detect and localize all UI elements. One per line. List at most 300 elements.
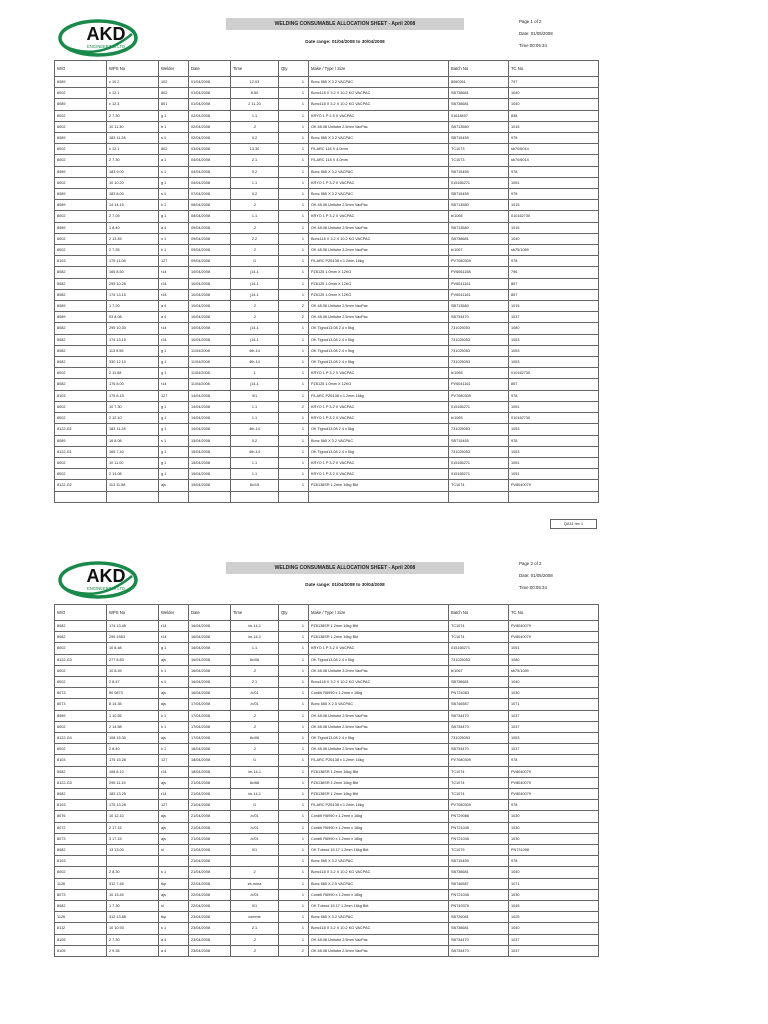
cell-welder: g 1: [159, 457, 189, 468]
cell-wps: 295 11.15: [107, 777, 159, 788]
cell-date: 21/04/2008: [189, 822, 231, 833]
cell-batch: 015165271: [449, 401, 509, 412]
cell-batch: TC1074: [449, 789, 509, 800]
cell-make: PZ6138SR 1.2mm 16kg Bkt: [309, 789, 449, 800]
cell-batch: 015165271: [449, 457, 509, 468]
logo-brand: AKD: [86, 24, 126, 44]
cell-time: .2: [231, 301, 279, 312]
cell-wps: 10 7.30: [107, 401, 159, 412]
cell-wps: 2 13.45: [107, 233, 159, 244]
table-row: [55, 721, 599, 732]
date-range: Date range: 01/04/2008 to 30/04/2008: [305, 39, 385, 44]
cell-make: CorditI R6990 x 1.2mm x 16kg: [309, 688, 449, 699]
cell-make: PZ6138SR 1.2mm 16kg Bkt: [309, 632, 449, 643]
cell-time: j14-1: [231, 267, 279, 278]
cell-qty: 1: [279, 621, 309, 632]
cell-tc: 1080: [509, 654, 599, 665]
cell-wps: 10 11.30: [107, 121, 159, 132]
cell-wps: 13 13.00: [107, 845, 159, 856]
cell-tc: 1037: [509, 721, 599, 732]
cell-date: 10/04/2008: [189, 334, 231, 345]
cell-wo: 8002: [55, 211, 107, 222]
cell-batch: TC1074: [449, 480, 509, 491]
cell-qty: 1: [279, 766, 309, 777]
cell-welder: g 1: [159, 424, 189, 435]
cell-wo: 8002: [55, 88, 107, 99]
cell-wo: 8002: [55, 368, 107, 379]
cell-wo: 8082: [55, 289, 107, 300]
cell-welder: r14: [159, 289, 189, 300]
cell-qty: 1: [279, 480, 309, 491]
table-row: [55, 435, 599, 446]
cell-time: 2.1: [231, 155, 279, 166]
cell-time: 1.1: [231, 413, 279, 424]
cell-time: /c/01: [231, 822, 279, 833]
cell-tc: PV8040079: [509, 480, 599, 491]
cell-qty: 1: [279, 233, 309, 244]
cell-wo: 8072: [55, 822, 107, 833]
cell-time: /c/01: [231, 811, 279, 822]
cell-date: 11/04/2008: [189, 379, 231, 390]
cell-batch: SB734470: [449, 945, 509, 956]
cell-batch: PV6041161: [449, 379, 509, 390]
cell-batch: SB734470: [449, 934, 509, 945]
logo-brand: AKD: [86, 566, 126, 586]
cell-tc: sb75/1089: [509, 245, 599, 256]
sheet-meta: [519, 558, 553, 594]
cell-wo: 8002: [55, 867, 107, 878]
cell-batch: SB726081: [449, 912, 509, 923]
column-header: W/O: [55, 61, 107, 77]
cell-wps: [107, 856, 159, 867]
cell-wo: 8089: [55, 77, 107, 88]
cell-wo: [55, 491, 107, 502]
cell-time: /1: [231, 256, 279, 267]
cell-tc: 1053: [509, 424, 599, 435]
cell-wps: 2 8.47: [107, 677, 159, 688]
cell-tc: PV8040079: [509, 621, 599, 632]
cell-wps: 2 17.15: [107, 822, 159, 833]
cell-batch: b/1067: [449, 665, 509, 676]
cell-batch: PN721045: [449, 822, 509, 833]
table-row: [55, 710, 599, 721]
cell-date: 10/04/2008: [189, 323, 231, 334]
cell-date: 18/04/2008: [189, 755, 231, 766]
cell-date: 17/04/2008: [189, 699, 231, 710]
cell-batch: b/1065: [449, 368, 509, 379]
cell-qty: 1: [279, 878, 309, 889]
cell-wps: 175 8.15: [107, 390, 159, 401]
cell-tc: 978: [509, 133, 599, 144]
cell-batch: TC1074: [449, 621, 509, 632]
cell-date: 17/04/2008: [189, 733, 231, 744]
cell-batch: SB738681: [449, 233, 509, 244]
cell-make: Bonc 665 X 2.5 VACPAC: [309, 699, 449, 710]
cell-wo: 8002: [55, 177, 107, 188]
table-row: [55, 800, 599, 811]
cell-welder: a 4: [159, 934, 189, 945]
cell-wps: 10 11.00: [107, 457, 159, 468]
cell-date: 15/04/2008: [189, 446, 231, 457]
table-row: [55, 110, 599, 121]
cell-make: Bonc118 X 3.2 X 10.2 KG VACPAC: [309, 99, 449, 110]
cell-wps: 295 10.28: [107, 278, 159, 289]
cell-tc: 1025: [509, 912, 599, 923]
print-date: Date: 01/05/2008: [519, 573, 553, 578]
cell-date: 08/04/2008: [189, 211, 231, 222]
cell-date: 16/04/2008: [189, 632, 231, 643]
cell-welder: a 1: [159, 155, 189, 166]
cell-qty: 1: [279, 267, 309, 278]
cell-time: 4th-14: [231, 424, 279, 435]
cell-time: 2.1: [231, 923, 279, 934]
cell-batch: SB713580: [449, 200, 509, 211]
cell-tc: 1051: [509, 469, 599, 480]
cell-wps: 277 8.83: [107, 654, 159, 665]
cell-time: 1: [231, 368, 279, 379]
cell-tc: 1015: [509, 301, 599, 312]
cell-welder: sl: [159, 901, 189, 912]
cell-wo: 8073: [55, 889, 107, 900]
cell-welder: ajs: [159, 733, 189, 744]
cell-wo: 8089: [55, 99, 107, 110]
cell-batch: TC1074: [449, 632, 509, 643]
cell-make: OK Tigrod13.08 2.4 x 5kg: [309, 357, 449, 368]
cell-wps: [107, 491, 159, 502]
cell-time: 2: [231, 867, 279, 878]
cell-make: CorditI R6990 x 1.2mm x 16kg: [309, 889, 449, 900]
cell-date: 10/04/2008: [189, 289, 231, 300]
cell-tc: 010162730: [509, 211, 599, 222]
cell-time: /c/01: [231, 699, 279, 710]
cell-wo: 8073: [55, 833, 107, 844]
cell-time: 8c/68: [231, 777, 279, 788]
cell-wps: 2 11.08: [107, 368, 159, 379]
table-row: [55, 833, 599, 844]
cell-date: 02/04/2008: [189, 133, 231, 144]
cell-wo: 8103: [55, 390, 107, 401]
cell-wps: 113 9.55: [107, 345, 159, 356]
cell-qty: 1: [279, 435, 309, 446]
table-row: [55, 766, 599, 777]
cell-wps: 183 11.28: [107, 133, 159, 144]
cell-wps: 295 10.30: [107, 323, 159, 334]
cell-time: /m.14-1: [231, 621, 279, 632]
cell-wo: 8089: [55, 189, 107, 200]
table-row: [55, 654, 599, 665]
cell-wo: 8122-G3: [55, 654, 107, 665]
cell-date: 23/04/2008: [189, 912, 231, 923]
cell-tc: 857: [509, 289, 599, 300]
cell-batch: TC1073: [449, 144, 509, 155]
cell-qty: 1: [279, 446, 309, 457]
cell-date: 16/04/2008: [189, 688, 231, 699]
column-header: Batch No: [449, 605, 509, 621]
cell-wps: 10 8.48: [107, 643, 159, 654]
cell-batch: SB738681: [449, 923, 509, 934]
cell-welder: [159, 856, 189, 867]
cell-make: PZ6125 1.0mm X 12KG: [309, 289, 449, 300]
cell-date: 18/04/2008: [189, 766, 231, 777]
cell-make: OK 48.08 Unitube 2.5mm VacPac: [309, 222, 449, 233]
table-row: [55, 856, 599, 867]
cell-qty: 1: [279, 289, 309, 300]
cell-time: .2: [231, 710, 279, 721]
cell-wps: 174 13.15: [107, 334, 159, 345]
cell-welder: r14: [159, 789, 189, 800]
cell-batch: SB746587: [449, 699, 509, 710]
cell-time: /t/1: [231, 390, 279, 401]
cell-tc: 1015: [509, 222, 599, 233]
cell-make: OK 48.08 Unitube 2.5mm VacPac: [309, 710, 449, 721]
cell-tc: 857: [509, 278, 599, 289]
cell-tc: 1051: [509, 643, 599, 654]
cell-batch: PN729086: [449, 811, 509, 822]
cell-date: 14/04/2008: [189, 401, 231, 412]
cell-tc: 1040: [509, 867, 599, 878]
cell-wps: 174 13.45: [107, 621, 159, 632]
cell-date: 22/04/2008: [189, 901, 231, 912]
cell-batch: b/1065: [449, 211, 509, 222]
table-row: [55, 912, 599, 923]
cell-wps: 175 13.28: [107, 800, 159, 811]
cell-date: 16/04/2008: [189, 643, 231, 654]
cell-batch: 731025053: [449, 345, 509, 356]
table-row: [55, 368, 599, 379]
cell-welder: g 1: [159, 345, 189, 356]
cell-time: .2: [231, 245, 279, 256]
cell-wps: 90 0873: [107, 688, 159, 699]
cell-qty: 1: [279, 345, 309, 356]
cell-make: KRYO 1 P 3.2 X VACPAC: [309, 177, 449, 188]
table-row: [55, 744, 599, 755]
cell-wps: 183 13.25: [107, 789, 159, 800]
cell-time: /1: [231, 800, 279, 811]
cell-wps: c 12.1: [107, 88, 159, 99]
cell-wo: 8002: [55, 744, 107, 755]
cell-date: 02/04/2008: [189, 121, 231, 132]
cell-date: 10/04/2008: [189, 301, 231, 312]
cell-make: FILARC 118 X 4.0mm: [309, 155, 449, 166]
cell-wps: 10 13.45: [107, 889, 159, 900]
table-row: [55, 934, 599, 945]
cell-time: 1.1: [231, 469, 279, 480]
cell-batch: PV6041161: [449, 289, 509, 300]
cell-tc: 1037: [509, 710, 599, 721]
cell-make: PZ6125 1.0mm X 12KG: [309, 379, 449, 390]
column-header: Batch No: [449, 61, 509, 77]
cell-welder: g 1: [159, 110, 189, 121]
cell-time: .2: [231, 744, 279, 755]
page-number: Page 2 of 2: [519, 561, 542, 566]
cell-wps: 2 8.30: [107, 867, 159, 878]
cell-welder: g 1: [159, 357, 189, 368]
column-header: Make / Type / Size: [309, 605, 449, 621]
cell-wps: 165 7.40: [107, 446, 159, 457]
cell-wo: 8082: [55, 345, 107, 356]
cell-tc: 978: [509, 166, 599, 177]
cell-date: 09/04/2008: [189, 233, 231, 244]
cell-wo: 8082: [55, 845, 107, 856]
table-row: [55, 777, 599, 788]
table-row: [55, 789, 599, 800]
cell-date: 11/04/2008: [189, 368, 231, 379]
cell-wps: 93 8.08: [107, 312, 159, 323]
cell-welder: ajs: [159, 777, 189, 788]
cell-date: 21/04/2008: [189, 811, 231, 822]
table-row: [55, 99, 599, 110]
cell-make: Bonc 565 X 3.2 VACPAC: [309, 435, 449, 446]
cell-date: 10/04/2008: [189, 278, 231, 289]
cell-welder: a 4: [159, 312, 189, 323]
cell-time: 8c/06: [231, 654, 279, 665]
table-row: [55, 811, 599, 822]
cell-welder: ajs: [159, 889, 189, 900]
cell-wo: 8082: [55, 334, 107, 345]
cell-welder: ajs: [159, 833, 189, 844]
cell-batch: b/1065: [449, 413, 509, 424]
cell-time: 13.30: [231, 144, 279, 155]
cell-qty: 1: [279, 88, 309, 99]
cell-qty: 1: [279, 777, 309, 788]
cell-date: 23/04/2008: [189, 923, 231, 934]
cell-tc: 1045: [509, 901, 599, 912]
table-row: [55, 923, 599, 934]
table-header-row: [55, 605, 599, 621]
cell-time: j14-1: [231, 379, 279, 390]
cell-wps: 2 7.30: [107, 155, 159, 166]
cell-make: OK 48.08 Unitube 3.2mm VacPac: [309, 665, 449, 676]
cell-qty: 1: [279, 77, 309, 88]
cell-date: 01/04/2008: [189, 77, 231, 88]
cell-wps: c 12.3: [107, 99, 159, 110]
column-header: TC No.: [509, 61, 599, 77]
cell-wo: 8082: [55, 323, 107, 334]
cell-tc: 857: [509, 379, 599, 390]
cell-wo: 8089: [55, 710, 107, 721]
cell-make: PZ6125 1.0mm X 12KG: [309, 278, 449, 289]
cell-welder: g 1: [159, 177, 189, 188]
cell-batch: SB738681: [449, 867, 509, 878]
cell-batch: b/1067: [449, 245, 509, 256]
cell-welder: s 1: [159, 233, 189, 244]
cell-welder: r14: [159, 323, 189, 334]
cell-make: KRYO 1 P 3.2 X VACPAC: [309, 368, 449, 379]
cell-wps: 1 7.20: [107, 301, 159, 312]
table-row: [55, 88, 599, 99]
cell-wo: 8002: [55, 110, 107, 121]
cell-batch: 01618497: [449, 110, 509, 121]
cell-date: 16/04/2008: [189, 665, 231, 676]
cell-time: j14-1: [231, 334, 279, 345]
cell-time: /1: [231, 755, 279, 766]
table-row: [55, 621, 599, 632]
cell-tc: 1051: [509, 401, 599, 412]
date-range: Date range: 01/04/2008 to 30/04/2008: [305, 582, 385, 587]
table-row: [55, 301, 599, 312]
cell-wo: 1126: [55, 878, 107, 889]
cell-batch: PV7080309: [449, 800, 509, 811]
table-row: [55, 289, 599, 300]
column-header: TC No.: [509, 605, 599, 621]
cell-batch: SB734470: [449, 744, 509, 755]
cell-tc: 1071: [509, 878, 599, 889]
cell-make: PZ6138SR 1.2mm 16kg Bkt: [309, 480, 449, 491]
cell-qty: [279, 491, 309, 502]
cell-wo: 8082: [55, 632, 107, 643]
table-row: [55, 121, 599, 132]
cell-date: 21/04/2008: [189, 789, 231, 800]
cell-batch: 731025053: [449, 334, 509, 345]
cell-make: OK Tigrod13.08 2.4 x 5kg: [309, 424, 449, 435]
cell-date: 15/04/2008: [189, 457, 231, 468]
table-row: [55, 189, 599, 200]
cell-wps: 1 7.30: [107, 901, 159, 912]
cell-wps: 14 14.15: [107, 200, 159, 211]
cell-date: 21/04/2008: [189, 800, 231, 811]
cell-time: /c/01: [231, 833, 279, 844]
cell-wo: 8089: [55, 222, 107, 233]
cell-tc: 1040: [509, 923, 599, 934]
column-header: WPS No: [107, 605, 159, 621]
cell-welder: 127: [159, 390, 189, 401]
cell-batch: 015165271: [449, 469, 509, 480]
cell-qty: 1: [279, 256, 309, 267]
cell-make: OK Tigrod13.08 2.4 x 5kg: [309, 334, 449, 345]
cell-time: 8c/06: [231, 733, 279, 744]
cell-wo: 8002: [55, 457, 107, 468]
cell-wps: 312 7.45: [107, 878, 159, 889]
cell-date: 04/04/2008: [189, 177, 231, 188]
cell-qty: 1: [279, 811, 309, 822]
cell-make: Bonc118 X 3.2 X 10.2 KG VACPAC: [309, 867, 449, 878]
cell-time: 2.1: [231, 677, 279, 688]
table-row: [55, 867, 599, 878]
cell-wo: 1126: [55, 912, 107, 923]
cell-time: j14-1: [231, 278, 279, 289]
cell-wo: 8089: [55, 200, 107, 211]
cell-wps: 2 8.40: [107, 744, 159, 755]
cell-qty: 1: [279, 278, 309, 289]
cell-date: 17/04/2008: [189, 721, 231, 732]
cell-make: KRYO 1 P 3.2 X VACPAC: [309, 643, 449, 654]
cell-tc: 1037: [509, 945, 599, 956]
cell-tc: 1037: [509, 744, 599, 755]
cell-batch: SB734470: [449, 710, 509, 721]
cell-wo: 8002: [55, 665, 107, 676]
cell-time: .2: [231, 934, 279, 945]
cell-batch: PV6041161: [449, 278, 509, 289]
cell-welder: g 1: [159, 413, 189, 424]
cell-welder: 102: [159, 77, 189, 88]
cell-make: FILARC PZ6138 x 1.2mm 16kg: [309, 390, 449, 401]
cell-tc: 978: [509, 435, 599, 446]
cell-welder: k 1: [159, 200, 189, 211]
cell-make: Bonc118 X 3.2 X 10.2 KG VACPAC: [309, 233, 449, 244]
table-row: [55, 312, 599, 323]
cell-qty: 1: [279, 144, 309, 155]
cell-date: 15/04/2008: [189, 480, 231, 491]
cell-qty: 1: [279, 665, 309, 676]
cell-date: 10/04/2008: [189, 267, 231, 278]
cell-tc: 1040: [509, 99, 599, 110]
table-row: [55, 424, 599, 435]
cell-batch: PV6061158: [449, 267, 509, 278]
table-row: [55, 643, 599, 654]
cell-wo: 8089: [55, 301, 107, 312]
cell-date: 04/04/2008: [189, 155, 231, 166]
cell-make: Bonc 665 X 2.5 VACPAC: [309, 878, 449, 889]
